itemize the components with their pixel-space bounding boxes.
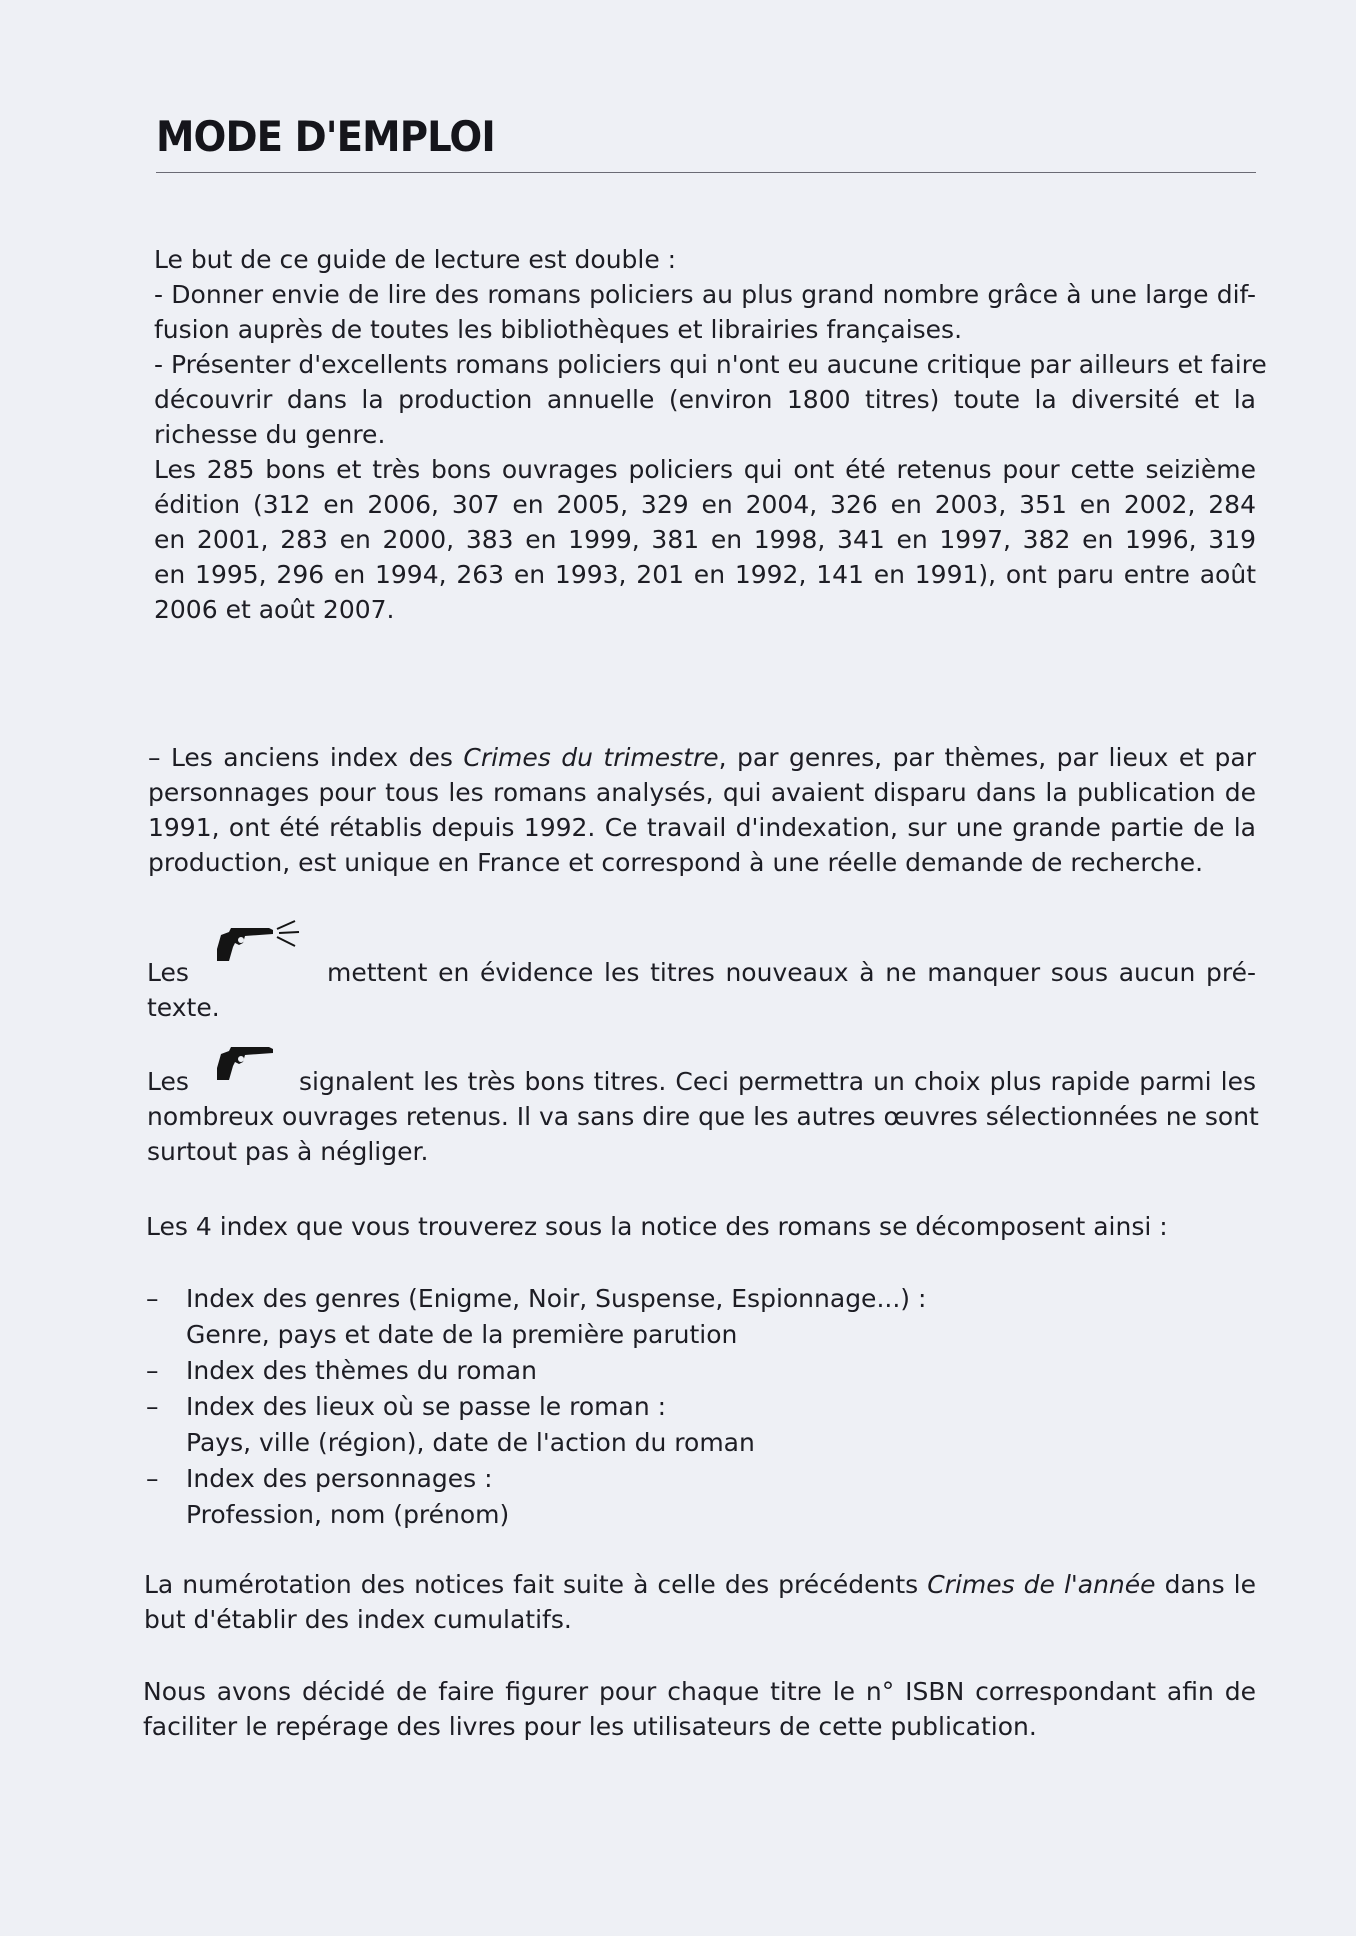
- intro-line-1: Le but de ce guide de lecture est double :: [154, 245, 677, 274]
- index-paragraph: [148, 740, 1256, 880]
- gun2-text-line-3: surtout pas à négliger.: [147, 1137, 429, 1166]
- list-item: [146, 1425, 1146, 1461]
- intro-line-9: en 2001, 283 en 2000, 383 en 1999, 381 en 1998, 341 en 1997, 382 en 1996, 319: [154, 525, 1256, 554]
- gun1-text-line-2: texte.: [147, 993, 220, 1022]
- index-line-1-start: – Les anciens index des: [148, 743, 464, 772]
- index-line-2: personnages pour tous les romans analysés, qui avaient disparu dans la publication de: [148, 778, 1256, 807]
- intro-line-5: découvrir dans la production annuelle (environ 1800 titres) toute la diversité et la: [154, 385, 1256, 414]
- revolver-firing-icon: [211, 919, 303, 969]
- index-line-1-end: , par genres, par thèmes, par lieux et par: [718, 743, 1256, 772]
- les-label-2: Les: [147, 1067, 189, 1096]
- four-index-text: Les 4 index que vous trouverez sous la notice des romans se décomposent ainsi :: [146, 1212, 1168, 1241]
- intro-line-10: en 1995, 296 en 1994, 263 en 1993, 201 en 1992, 141 en 1991), ont paru entre août: [154, 560, 1256, 589]
- intro-line-8: édition (312 en 2006, 307 en 2005, 329 en 2004, 326 en 2003, 351 en 2002, 284: [154, 490, 1256, 519]
- numerotation-line-2: but d'établir des index cumulatifs.: [144, 1605, 572, 1634]
- list-item-text: Profession, nom (prénom): [186, 1500, 510, 1529]
- list-dash: –: [146, 1284, 159, 1313]
- list-item-text: Pays, ville (région), date de l'action du roman: [186, 1428, 755, 1457]
- list-item-text: Index des lieux où se passe le roman :: [186, 1392, 667, 1421]
- numerotation-line-1-start: La numérotation des notices fait suite à celle des précédents: [144, 1570, 928, 1599]
- index-list: [146, 1281, 1146, 1533]
- list-item: [146, 1461, 1146, 1497]
- intro-paragraph: [154, 242, 1267, 627]
- list-item-text: Index des personnages :: [186, 1464, 493, 1493]
- four-index-line: [146, 1209, 1252, 1244]
- list-dash: –: [146, 1392, 159, 1421]
- list-item-text: Genre, pays et date de la première parution: [186, 1320, 738, 1349]
- index-line-3: 1991, ont été rétablis depuis 1992. Ce travail d'indexation, sur une grande partie de la: [148, 813, 1256, 842]
- isbn-paragraph: [143, 1674, 1256, 1744]
- numerotation-line-1-end: dans le: [1155, 1570, 1256, 1599]
- page-title: MODE D'EMPLOI: [156, 112, 495, 161]
- les-label-1: Les: [147, 958, 189, 987]
- numerotation-paragraph: [144, 1567, 1256, 1637]
- list-item: [146, 1317, 1146, 1353]
- list-item-text: Index des thèmes du roman: [186, 1356, 537, 1385]
- intro-line-3: fusion auprès de toutes les bibliothèques et librairies françaises.: [154, 315, 963, 344]
- intro-line-2: - Donner envie de lire des romans policiers au plus grand nombre grâce à une large dif-: [154, 280, 1256, 309]
- crimes-du-trimestre-title: Crimes du trimestre: [463, 743, 719, 772]
- gun2-text-line-2: nombreux ouvrages retenus. Il va sans dire que les autres œuvres sélectionnées ne sont: [147, 1102, 1259, 1131]
- title-rule: [156, 172, 1256, 173]
- intro-line-7: Les 285 bons et très bons ouvrages policiers qui ont été retenus pour cette seizième: [154, 455, 1256, 484]
- list-item: [146, 1389, 1146, 1425]
- list-dash: –: [146, 1464, 159, 1493]
- list-item-text: Index des genres (Enigme, Noir, Suspense, Espionnage...) :: [186, 1284, 927, 1313]
- index-line-4: production, est unique en France et correspond à une réelle demande de recherche.: [148, 848, 1204, 877]
- isbn-line-2: faciliter le repérage des livres pour les utilisateurs de cette publication.: [143, 1712, 1037, 1741]
- firing-gun-paragraph: [147, 955, 1256, 1030]
- intro-line-6: richesse du genre.: [154, 420, 386, 449]
- list-item: [146, 1281, 1146, 1317]
- list-item: [146, 1497, 1146, 1533]
- gun-paragraph: [147, 1064, 1259, 1174]
- revolver-icon: [211, 1038, 281, 1084]
- crimes-de-l-annee-title: Crimes de l'année: [927, 1570, 1156, 1599]
- numerotation-line-1: [144, 1567, 1256, 1602]
- gun1-text: mettent en évidence les titres nouveaux à ne manquer sous aucun pré-: [327, 958, 1256, 987]
- isbn-line-1: Nous avons décidé de faire figurer pour chaque titre le n° ISBN correspondant afin de: [143, 1677, 1256, 1706]
- intro-line-4: - Présenter d'excellents romans policiers qui n'ont eu aucune critique par ailleurs et faire: [154, 350, 1267, 379]
- index-line-1: [148, 740, 1256, 775]
- gun2-text: signalent les très bons titres. Ceci permettra un choix plus rapide parmi les: [299, 1067, 1256, 1096]
- list-item: [146, 1353, 1146, 1389]
- intro-line-11: 2006 et août 2007.: [154, 595, 395, 624]
- list-dash: –: [146, 1356, 159, 1385]
